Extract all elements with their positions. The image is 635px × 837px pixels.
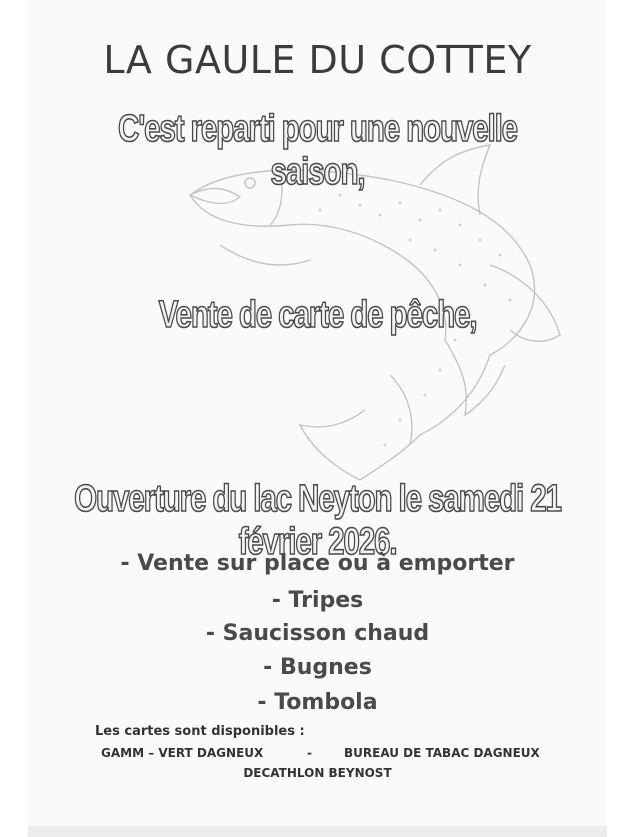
availability-heading: Les cartes sont disponibles : [95,724,305,739]
menu-item: - Vente sur place ou à emporter [120,551,515,576]
lake-opening-heading: Ouverture du lac Neyton le samedi 21 février 2026. [74,478,561,563]
location-tabac: BUREAU DE TABAC DAGNEUX [344,746,540,760]
location-decathlon: DECATHLON BEYNOST [243,766,392,780]
location-separator: - [307,746,312,760]
location-gamm-vert: GAMM – VERT DAGNEUX [101,746,264,760]
menu-item: - Saucisson chaud [205,621,430,646]
menu-item: - Bugnes [263,655,372,680]
page-bottom-edge [28,826,607,837]
fishing-card-sale-heading: Vente de carte de pêche, [158,294,477,336]
menu-item: - Tombola [257,690,378,715]
season-heading: C'est reparti pour une nouvelle saison, [117,108,517,193]
menu-item: - Tripes [271,588,364,613]
club-title: LA GAULE DU COTTEY [103,38,532,82]
